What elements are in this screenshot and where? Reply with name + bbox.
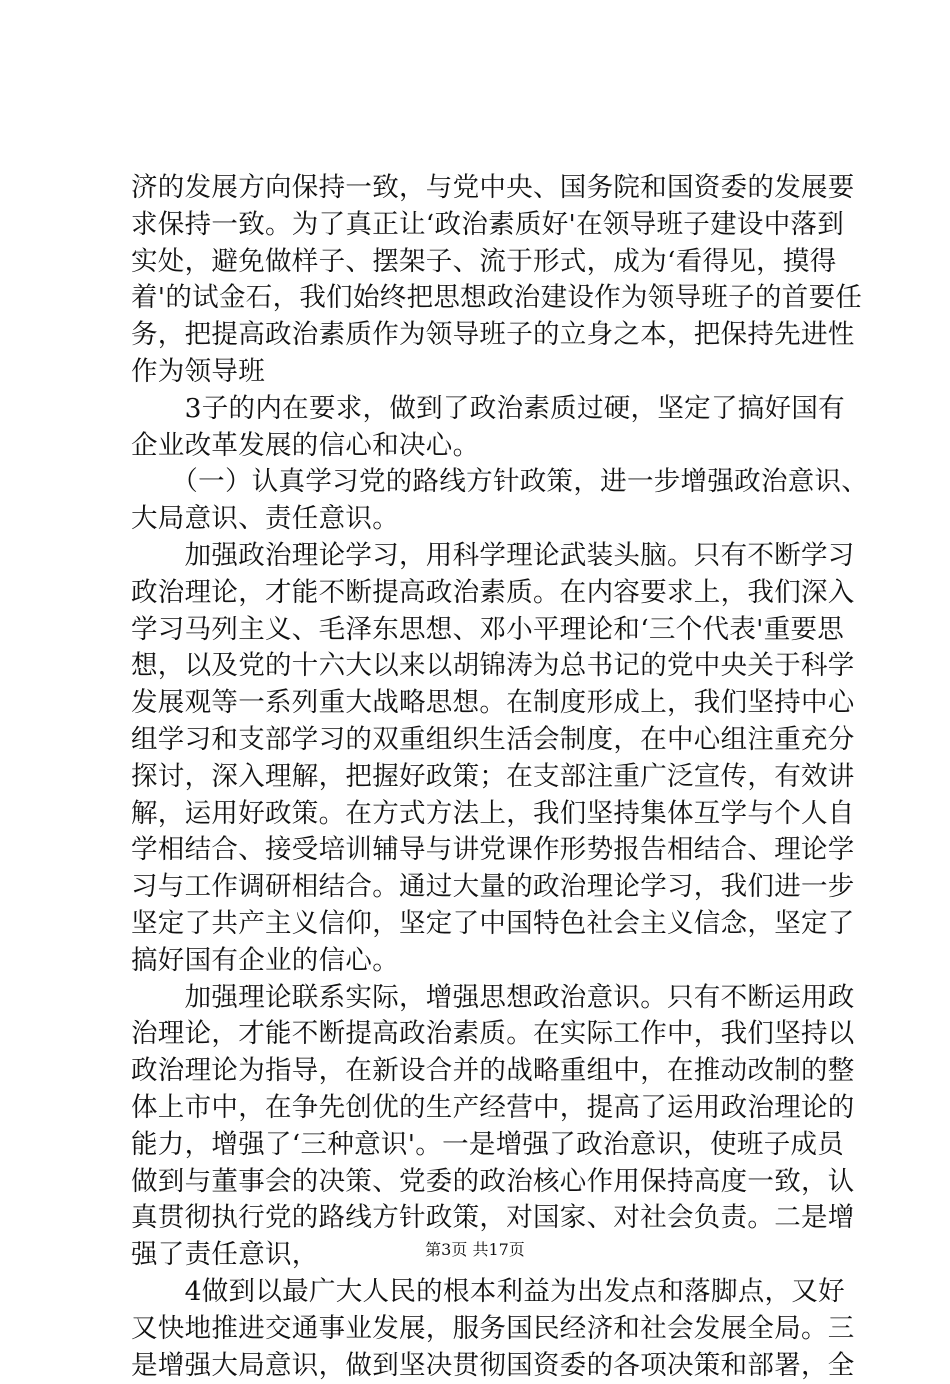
text-line: 是增强大局意识，做到坚决贯彻国资委的各项决策和部署，全 (131, 1348, 831, 1384)
text-line: 解，运用好政策。在方式方法上，我们坚持集体互学与个人自 (131, 796, 831, 833)
text-line: 加强理论联系实际，增强思想政治意识。只有不断运用政 (131, 980, 831, 1017)
text-line: 体上市中，在争先创优的生产经营中，提高了运用政治理论的 (131, 1090, 831, 1127)
text-line: 探讨，深入理解，把握好政策；在支部注重广泛宣传，有效讲 (131, 759, 831, 796)
text-line: 又快地推进交通事业发展，服务国民经济和社会发展全局。三 (131, 1311, 831, 1348)
text-line: 加强政治理论学习，用科学理论武装头脑。只有不断学习 (131, 538, 831, 575)
text-line: 能力，增强了‘三种意识'。一是增强了政治意识，使班子成员 (131, 1127, 831, 1164)
text-line: 求保持一致。为了真正让‘政治素质好'在领导班子建设中落到 (131, 207, 831, 244)
text-line: 企业改革发展的信心和决心。 (131, 428, 831, 465)
text-line: 作为领导班 (131, 354, 831, 391)
text-line: 3子的内在要求，做到了政治素质过硬，坚定了搞好国有 (131, 391, 831, 428)
text-line: 搞好国有企业的信心。 (131, 943, 831, 980)
text-line: 4做到以最广大人民的根本利益为出发点和落脚点，又好 (131, 1274, 831, 1311)
text-line: 强了责任意识， (131, 1237, 831, 1274)
text-line: 习与工作调研相结合。通过大量的政治理论学习，我们进一步 (131, 869, 831, 906)
page-footer: 第3页 共17页 (0, 1240, 950, 1260)
text-line: 济的发展方向保持一致，与党中央、国务院和国资委的发展要 (131, 170, 831, 207)
text-line: （一）认真学习党的路线方针政策，进一步增强政治意识、 (131, 464, 831, 501)
text-line: 政治理论为指导，在新设合并的战略重组中，在推动改制的整 (131, 1053, 831, 1090)
text-line: 发展观等一系列重大战略思想。在制度形成上，我们坚持中心 (131, 685, 831, 722)
text-line: 真贯彻执行党的路线方针政策，对国家、对社会负责。二是增 (131, 1200, 831, 1237)
text-line: 治理论，才能不断提高政治素质。在实际工作中，我们坚持以 (131, 1016, 831, 1053)
text-line: 坚定了共产主义信仰，坚定了中国特色社会主义信念，坚定了 (131, 906, 831, 943)
text-line: 想，以及党的十六大以来以胡锦涛为总书记的党中央关于科学 (131, 648, 831, 685)
text-line: 着'的试金石，我们始终把思想政治建设作为领导班子的首要任 (131, 280, 831, 317)
document-body (131, 170, 831, 1384)
text-line: 实处，避免做样子、摆架子、流于形式，成为‘看得见，摸得 (131, 244, 831, 281)
text-line: 大局意识、责任意识。 (131, 501, 831, 538)
text-line: 学习马列主义、毛泽东思想、邓小平理论和‘三个代表'重要思 (131, 612, 831, 649)
text-line: 政治理论，才能不断提高政治素质。在内容要求上，我们深入 (131, 575, 831, 612)
text-line: 务，把提高政治素质作为领导班子的立身之本，把保持先进性 (131, 317, 831, 354)
text-line: 学相结合、接受培训辅导与讲党课作形势报告相结合、理论学 (131, 832, 831, 869)
text-line: 组学习和支部学习的双重组织生活会制度，在中心组注重充分 (131, 722, 831, 759)
text-line: 做到与董事会的决策、党委的政治核心作用保持高度一致，认 (131, 1164, 831, 1201)
